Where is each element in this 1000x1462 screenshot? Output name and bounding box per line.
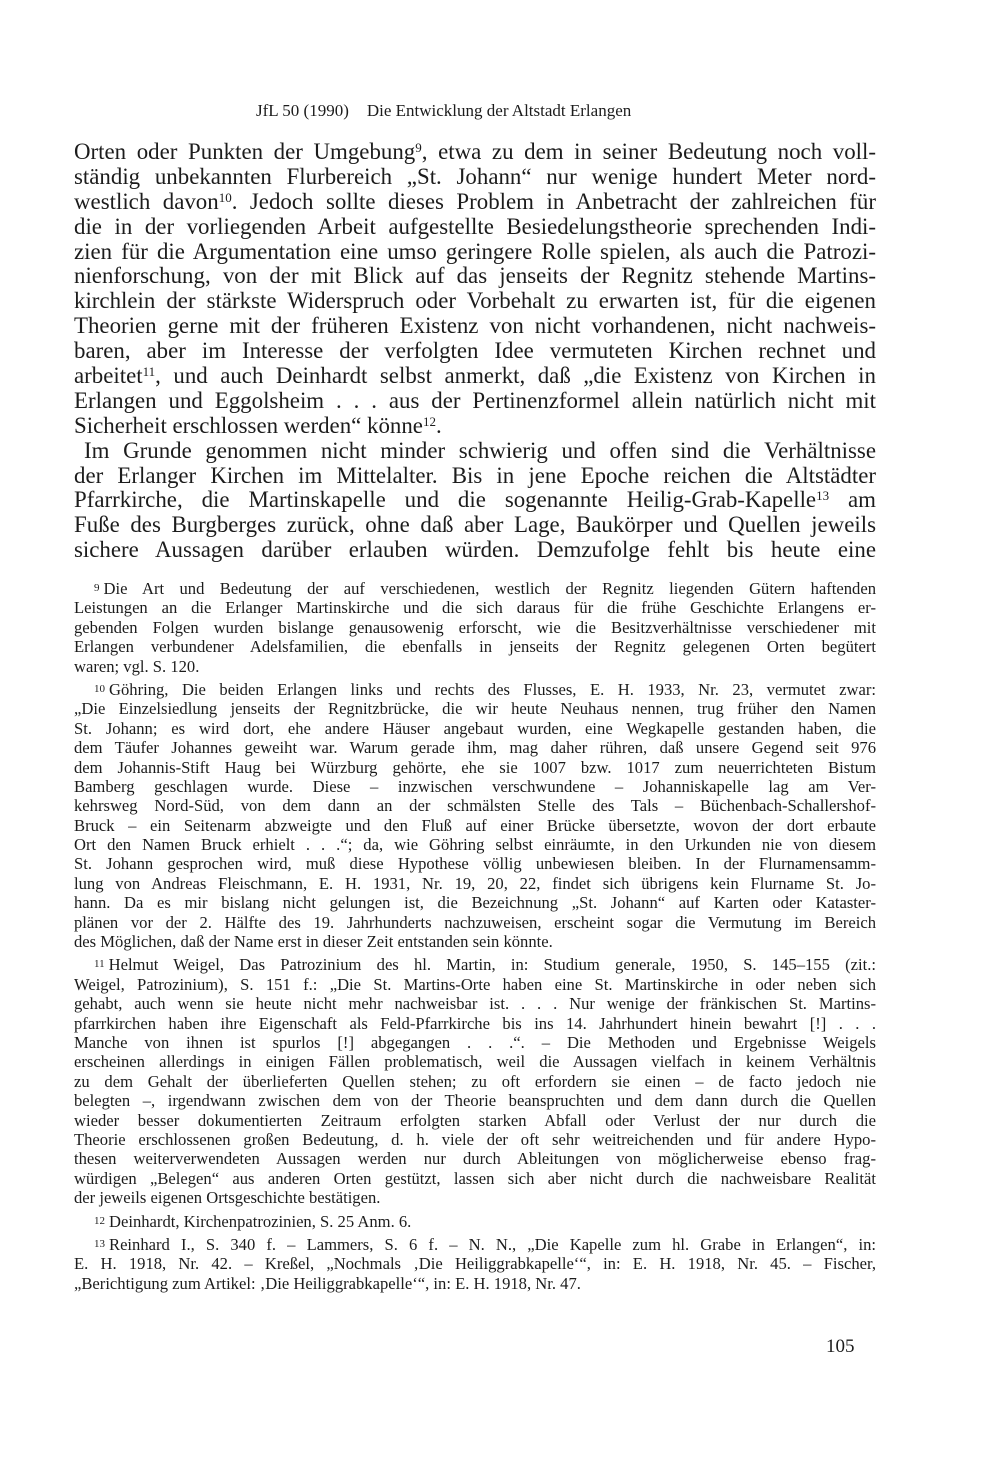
body-line: nienforschung, von der mit Blick auf das jenseits der Regnitz stehende Martins-: [74, 263, 876, 289]
body-line: kirchlein der stärkste Widerspruch oder Vorbehalt zu erwarten ist, für die eigenen: [74, 288, 876, 314]
body-line: baren, aber im Interesse der verfolgten Idee vermuteten Kirchen rechnet und: [74, 338, 876, 364]
footnote-line: Weigel, Patrozinium), S. 151 f.: „Die St. Martins-Orte haben eine St. Martinskirche in oder neben sich: [74, 974, 876, 994]
footnote-13: [74, 1235, 876, 1293]
body-line: Im Grunde genommen nicht minder schwierig und offen sind die Verhältnisse: [84, 437, 876, 463]
footnote-line: [74, 1212, 876, 1231]
footnote-12: [74, 1212, 876, 1231]
footnote-line: hann. Da es mir bislang nicht gelungen ist, die Bezeichnung „St. Johann“ auf Karten oder Kataster-: [74, 893, 876, 913]
footnote-line: des Möglichen, daß der Name erst in dieser Zeit entstanden sein könnte.: [74, 932, 553, 952]
footnote-line: erscheinen allerdings in einigen Fällen problematisch, weil die Aussagen vielfach in keinem Verhältnis: [74, 1052, 876, 1072]
footnote-number: 9: [94, 582, 100, 594]
footnote-text: Deinhardt, Kirchenpatrozinien, S. 25 Anm. 6.: [109, 1211, 412, 1231]
body-line: arbeitet$^{11}$, und auch Deinhardt selbst anmerkt, daß „die Existenz von Kirchen in: [74, 363, 876, 389]
footnote-line: pfarrkirchen haben ihre Eigenschaft als Feld-Pfarrkirche bis ins 14. Jahrhundert hinein bewahrt [!] . . .: [74, 1013, 876, 1033]
body-line: Sicherheit erschlossen werden“ könne$^{12}$.: [74, 412, 442, 438]
footnote-text: Helmut Weigel, Das Patrozinium des hl. Martin, in: Studium generale, 1950, S. 145–155 (zit.:: [108, 955, 876, 975]
footnote-line: belegten –, irgendwann zwischen dem von der Theorie beanspruchten und dem dann durch die Quellen: [74, 1091, 876, 1111]
body-line: Fuße des Burgberges zurück, ohne daß aber Lage, Baukörper und Quellen jeweils: [74, 512, 876, 538]
footnote-number: 12: [94, 1214, 105, 1227]
footnote-line: plänen vor der 2. Hälfte des 19. Jahrhunderts nachzuweisen, erscheint sogar die Vermutung im Bereich: [74, 912, 876, 932]
footnote-number: 11: [94, 958, 105, 971]
footnote-text: Die Art und Bedeutung der auf verschiedenen, westlich der Regnitz liegenden Gütern haftenden: [103, 579, 876, 598]
footnote-line: St. Johann gesprochen wird, muß diese Hypothese völlig unbewiesen bleiben. In der Flurnamensamm-: [74, 854, 876, 874]
body-line: zien für die Argumentation eine umso geringere Rolle spielen, als auch die Patrozi-: [74, 238, 876, 264]
footnote-reference: 11: [142, 364, 156, 380]
footnote-line: dem Johannis-Stift Haug bei Würzburg gehörte, ehe sie 1007 bzw. 1017 zum neuerrichteten Bistum: [74, 757, 876, 777]
footnote-line: „Berichtigung zum Artikel: ‚Die Heiliggrabkapelle‘“, in: E. H. 1918, Nr. 47.: [74, 1273, 581, 1293]
footnote-line: Theorie erschlossenen großen Bedeutung, d. h. viele der oft sehr weitreichenden und für andere Hypo-: [74, 1129, 876, 1149]
footnote-line: zu dem Gehalt der überlieferten Quellen stehen; zu oft erfordern sie einen – de facto jedoch nie: [74, 1071, 876, 1091]
footnote-9: [74, 579, 876, 676]
footnote-line: „Die Einzelsiedlung jenseits der Regnitzbrücke, die wir heute Neuhaus nennen, trug früher den Namen: [74, 699, 876, 719]
body-line: Pfarrkirche, die Martinskapelle und die sogenannte Heilig-Grab-Kapelle$^{13}$ am: [74, 487, 876, 513]
footnote-line: E. H. 1918, Nr. 42. – Kreßel, „Nochmals ‚Die Heiliggrabkapelle‘“, in: E. H. 1918, Nr. 45. – Fischer,: [74, 1254, 876, 1274]
footnote-line: [74, 579, 876, 598]
footnote-line: gehabt, auch wenn sie heute nicht mehr nachweisbar ist. . . . Nur wenige der fränkischen St. Martins-: [74, 994, 876, 1014]
footnote-line: dem Täufer Johannes geweiht war. Warum gerade ihm, mag daher rühren, daß unsere Gegend seit 976: [74, 738, 876, 758]
footnote-line: [74, 955, 876, 974]
running-head: [256, 100, 631, 122]
footnote-10: [74, 680, 876, 951]
footnote-text: Göhring, Die beiden Erlangen links und rechts des Flusses, E. H. 1933, Nr. 23, vermutet zwar:: [109, 679, 876, 699]
footnote-reference: 9: [415, 140, 422, 155]
body-line: westlich davon$^{10}$. Jedoch sollte dieses Problem in Anbetracht der zahlreichen für: [74, 188, 876, 214]
footnote-number: 13: [94, 1237, 105, 1250]
body-line: Theorien gerne mit der früheren Existenz von nicht vorhandenen, nicht nachweis-: [74, 313, 876, 339]
article-title: Die Entwicklung der Altstadt Erlangen: [366, 101, 632, 120]
footnote-line: [74, 680, 876, 699]
footnote-11: [74, 955, 876, 1207]
footnote-line: kehrsweg Nord-Süd, von dem dann an der schmälsten Stelle des Tals – Büchenbach-Schallershof-: [74, 796, 876, 816]
footnote-line: wieder besser dokumentierten Zeitraum erfolgten starken Abfall oder Verlust der nur durch die: [74, 1110, 876, 1130]
page-number: 105: [826, 1336, 855, 1357]
footnote-line: würdigen „Belegen“ aus anderen Orten gestützt, lassen sich aber nicht durch die nachweisbare Realität: [74, 1168, 876, 1188]
footnote-line: Ort den Namen Bruck erhielt . . .“; da, wie Göhring selbst einräumte, in den Urkunden nie von diesem: [74, 835, 876, 855]
footnote-reference: 12: [422, 413, 436, 429]
body-text: [74, 140, 876, 563]
footnotes: [74, 579, 876, 1297]
footnote-line: gebenden Folgen wurden bislange genausowenig erforscht, wie die Besitzverhältnisse verschiedener mit: [74, 617, 876, 637]
footnote-line: der jeweils eigenen Ortsgeschichte bestätigen.: [74, 1188, 381, 1208]
footnote-line: St. Johann; es wird dort, ehe andere Häuser angebaut wurden, eine Wegkapelle gestanden haben, die: [74, 718, 876, 738]
journal-reference: JfL 50 (1990): [256, 101, 349, 120]
footnote-number: 10: [94, 682, 105, 695]
body-line: Orten oder Punkten der Umgebung$^9$, etwa zu dem in seiner Bedeutung noch voll-: [74, 139, 876, 164]
footnote-line: thesen weiterverwendeten Aussagen werden nur durch Ableitungen von möglicherweise ebenso frag-: [74, 1149, 876, 1169]
body-line: sichere Aussagen darüber erlauben würden. Demzufolge fehlt bis heute eine: [74, 537, 876, 563]
footnote-line: Bruck – ein Seitenarm abzweigte und den Fluß auf einer Brücke übersetzte, wovon der dort erbaute: [74, 815, 876, 835]
footnote-reference: 10: [218, 189, 232, 205]
body-line: ständig unbekannten Flurbereich „St. Johann“ nur wenige hundert Meter nord-: [74, 163, 876, 189]
body-line: der Erlanger Kirchen im Mittelalter. Bis in jene Epoche reichen die Altstädter: [74, 462, 876, 488]
footnote-text: Reinhard I., S. 340 f. – Lammers, S. 6 f. – N. N., „Die Kapelle zum hl. Grabe in Erlangen“, in:: [109, 1234, 876, 1254]
footnote-line: [74, 1235, 876, 1254]
body-line: Erlangen und Eggolsheim . . . aus der Pertinenzformel allein natürlich nicht mit: [74, 387, 876, 413]
footnote-line: lung von Andreas Fleischmann, E. H. 1931, Nr. 19, 20, 22, findet sich übrigens kein Flurname St. Jo-: [74, 873, 876, 893]
footnote-line: Manche von ihnen ist spurlos [!] abgegangen . . .“. – Die Methoden und Ergebnisse Weigels: [74, 1032, 876, 1052]
footnote-line: Erlangen verbundener Adelsfamilien, die ebenfalls in jenseits der Regnitz gelegenen Orten begütert: [74, 637, 876, 657]
footnote-line: Leistungen an die Erlanger Martinskirche und die sich daraus für die frühe Geschichte Erlangens er-: [74, 598, 876, 618]
body-line: die in der vorliegenden Arbeit aufgestellte Besiedelungstheorie sprechenden Indi-: [74, 213, 876, 239]
footnote-reference: 13: [816, 488, 830, 504]
footnote-line: waren; vgl. S. 120.: [74, 656, 200, 676]
footnote-line: Bamberg geschlagen wurde. Diese – inzwischen verschwundene – Johanniskapelle lag am Ver-: [74, 776, 876, 796]
